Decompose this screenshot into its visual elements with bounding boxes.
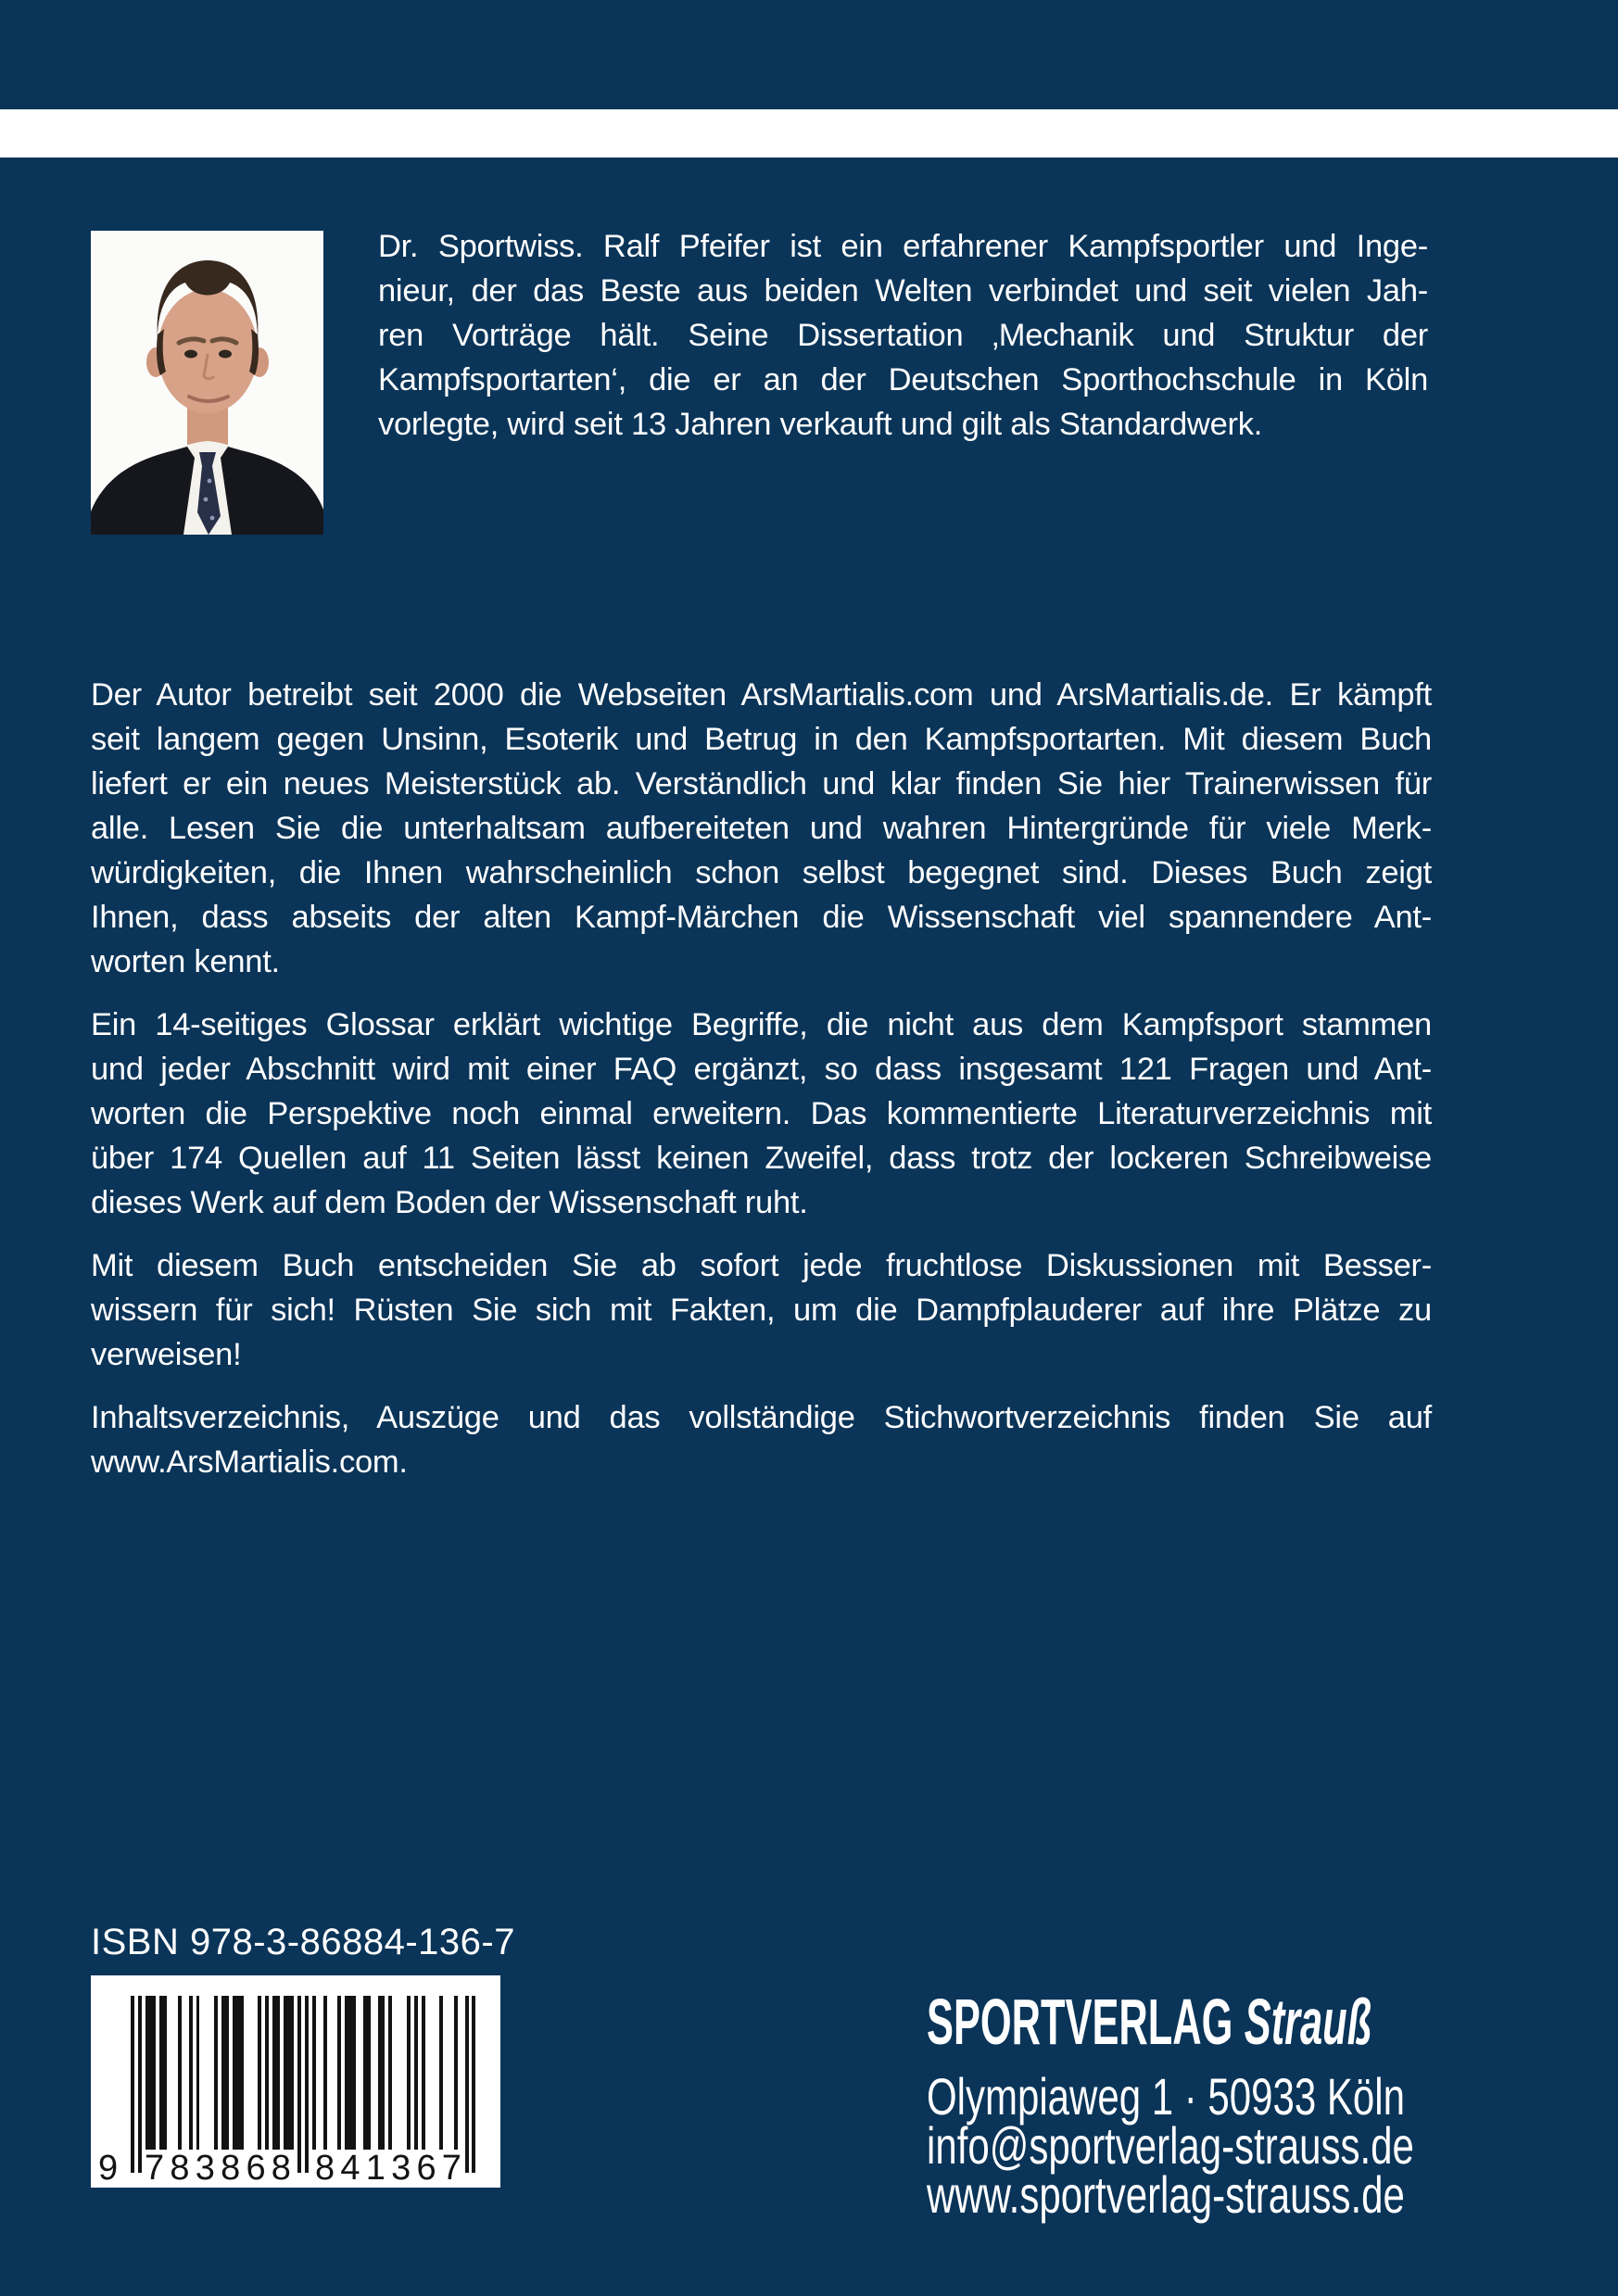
author-bio [378, 224, 1428, 447]
text-line: verweisen! [91, 1337, 242, 1372]
barcode-digit: 3 [391, 2149, 411, 2188]
paragraph-websites [91, 673, 1432, 984]
barcode-digit-lead [98, 2148, 122, 2189]
text-line: würdigkeiten, die Ihnen wahrscheinlich schon selbst begegnet sind. Dieses Buch zeigt [91, 855, 1432, 890]
text-line: wissern für sich! Rüsten Sie sich mit Fakten, um die Dampfplauderer auf ihre Plätze zu [91, 1293, 1432, 1328]
text-line: worten die Perspektive noch einmal erweitern. Das kommentierte Literaturverzeichnis mit [91, 1096, 1432, 1131]
barcode-bar [345, 1996, 356, 2150]
text-line: seit langem gegen Unsinn, Esoterik und Betrug in den Kampfsportarten. Mit diesem Buch [91, 722, 1432, 757]
text-line: über 174 Quellen auf 11 Seiten lässt keinen Zweifel, dass trotz der lockeren Schreibweise [91, 1141, 1432, 1176]
text-line: alle. Lesen Sie die unterhaltsam aufbereiteten und wahren Hintergründe für viele Merk- [91, 811, 1432, 846]
barcode-bar [422, 1996, 425, 2150]
publisher-name [927, 1985, 1372, 2059]
text-line: www.ArsMartialis.com. [91, 1444, 408, 1480]
barcode-bar [305, 1996, 309, 2173]
barcode-bar [189, 1996, 193, 2150]
eye-right [219, 350, 232, 359]
barcode-bar [337, 1996, 341, 2150]
text-line: vorlegte, wird seit 13 Jahren verkauft und gilt als Standardwerk. [378, 407, 1263, 442]
barcode-bar [145, 1996, 157, 2150]
barcode-bar [196, 1996, 200, 2150]
face [158, 289, 258, 413]
publisher-name-main: SPORTVERLAG [927, 1986, 1233, 2058]
text-line: Mit diesem Buch entscheiden Sie ab sofort jede fruchtlose Diskussionen mit Besser- [91, 1248, 1432, 1283]
text-line: Der Autor betreibt seit 2000 die Webseiten ArsMartialis.com und ArsMartialis.de. Er kämpft [91, 677, 1432, 713]
isbn-label: ISBN 978-3-86884-136-7 [91, 1922, 515, 1962]
barcode-digit: 9 [98, 2149, 119, 2188]
paragraph-fakten [91, 1243, 1432, 1377]
white-stripe [0, 109, 1618, 158]
barcode-bar [178, 1996, 182, 2150]
paragraph-inhaltsverzeichnis [91, 1395, 1432, 1484]
barcode-bar [388, 1996, 392, 2150]
barcode-digit: 8 [271, 2149, 291, 2188]
barcode-bar [138, 1996, 142, 2173]
barcode-digit: 8 [170, 2149, 190, 2188]
text-line: Inhaltsverzeichnis, Auszüge und das vollständige Stichwortverzeichnis finden Sie auf [91, 1400, 1432, 1435]
publisher-address: Olympiaweg 1 · 50933 Köln [927, 2067, 1405, 2126]
author-photo [91, 231, 323, 535]
author-portrait-illustration [91, 231, 323, 535]
barcode-bar [363, 1996, 371, 2150]
barcode-bar [131, 1996, 134, 2173]
text-line: Kampfsportarten‘, die er an der Deutschen Sporthochschule in Köln [378, 362, 1428, 397]
text-line: dieses Werk auf dem Boden der Wissenschaft ruht. [91, 1185, 808, 1220]
publisher-block [927, 1985, 1618, 2224]
barcode-bar [407, 1996, 411, 2150]
text-line: worten kennt. [91, 944, 280, 979]
barcode-bar [214, 1996, 218, 2150]
publisher-name-suffix: Strauß [1244, 1986, 1372, 2058]
barcode-bar [378, 1996, 386, 2150]
barcode-bar [472, 1996, 475, 2173]
text-line: Ein 14-seitiges Glossar erklärt wichtige Begriffe, die nicht aus dem Kampfsport stammen [91, 1007, 1432, 1042]
text-line: ren Vorträge hält. Seine Dissertation ‚Mechanik und Struktur der [378, 318, 1428, 353]
publisher-website: www.sportverlag-strauss.de [927, 2165, 1405, 2224]
barcode-digit: 6 [416, 2149, 436, 2188]
ean13-barcode [91, 1975, 500, 2188]
barcode-digit: 7 [145, 2149, 165, 2188]
barcode-digit: 8 [315, 2149, 335, 2188]
barcode-bar [465, 1996, 469, 2173]
barcode-digit: 8 [221, 2149, 241, 2188]
barcode-digit: 1 [365, 2149, 386, 2188]
barcode-bar [284, 1996, 295, 2150]
barcode-digit: 6 [246, 2149, 266, 2188]
barcode-bar [233, 1996, 244, 2150]
barcode-digit: 3 [195, 2149, 215, 2188]
text-line: Ihnen, dass abseits der alten Kampf-Märchen die Wissenschaft viel spannendere Ant- [91, 900, 1432, 935]
barcode-digit-left-group [145, 2148, 291, 2189]
text-line: Dr. Sportwiss. Ralf Pfeifer ist ein erfahrener Kampfsportler und Inge- [378, 229, 1428, 264]
barcode-bar [297, 1996, 301, 2173]
barcode-bar [265, 1996, 269, 2150]
text-line: und jeder Abschnitt wird mit einer FAQ ergänzt, so dass insgesamt 121 Fragen und Ant- [91, 1052, 1432, 1087]
barcode-bar [439, 1996, 443, 2150]
barcode-digit: 4 [340, 2149, 360, 2188]
text-line: liefert er ein neues Meisterstück ab. Verständlich und klar finden Sie hier Trainerwissen für [91, 766, 1432, 801]
barcode-digit: 7 [441, 2149, 461, 2188]
barcode-bar [414, 1996, 418, 2150]
barcode-bar [258, 1996, 261, 2150]
publisher-email: info@sportverlag-strauss.de [927, 2116, 1414, 2175]
paragraph-glossar [91, 1003, 1432, 1225]
barcode-bar [454, 1996, 458, 2150]
text-line: nieur, der das Beste aus beiden Welten verbindet und seit vielen Jah- [378, 273, 1428, 309]
barcode-digit-right-group [315, 2148, 461, 2189]
barcode-bar [312, 1996, 316, 2150]
eye-left [184, 350, 197, 359]
barcode-bar [272, 1996, 280, 2150]
barcode-bar [323, 1996, 327, 2150]
body-text [91, 673, 1432, 1503]
barcode-bar [221, 1996, 229, 2150]
barcode-bar [159, 1996, 167, 2150]
